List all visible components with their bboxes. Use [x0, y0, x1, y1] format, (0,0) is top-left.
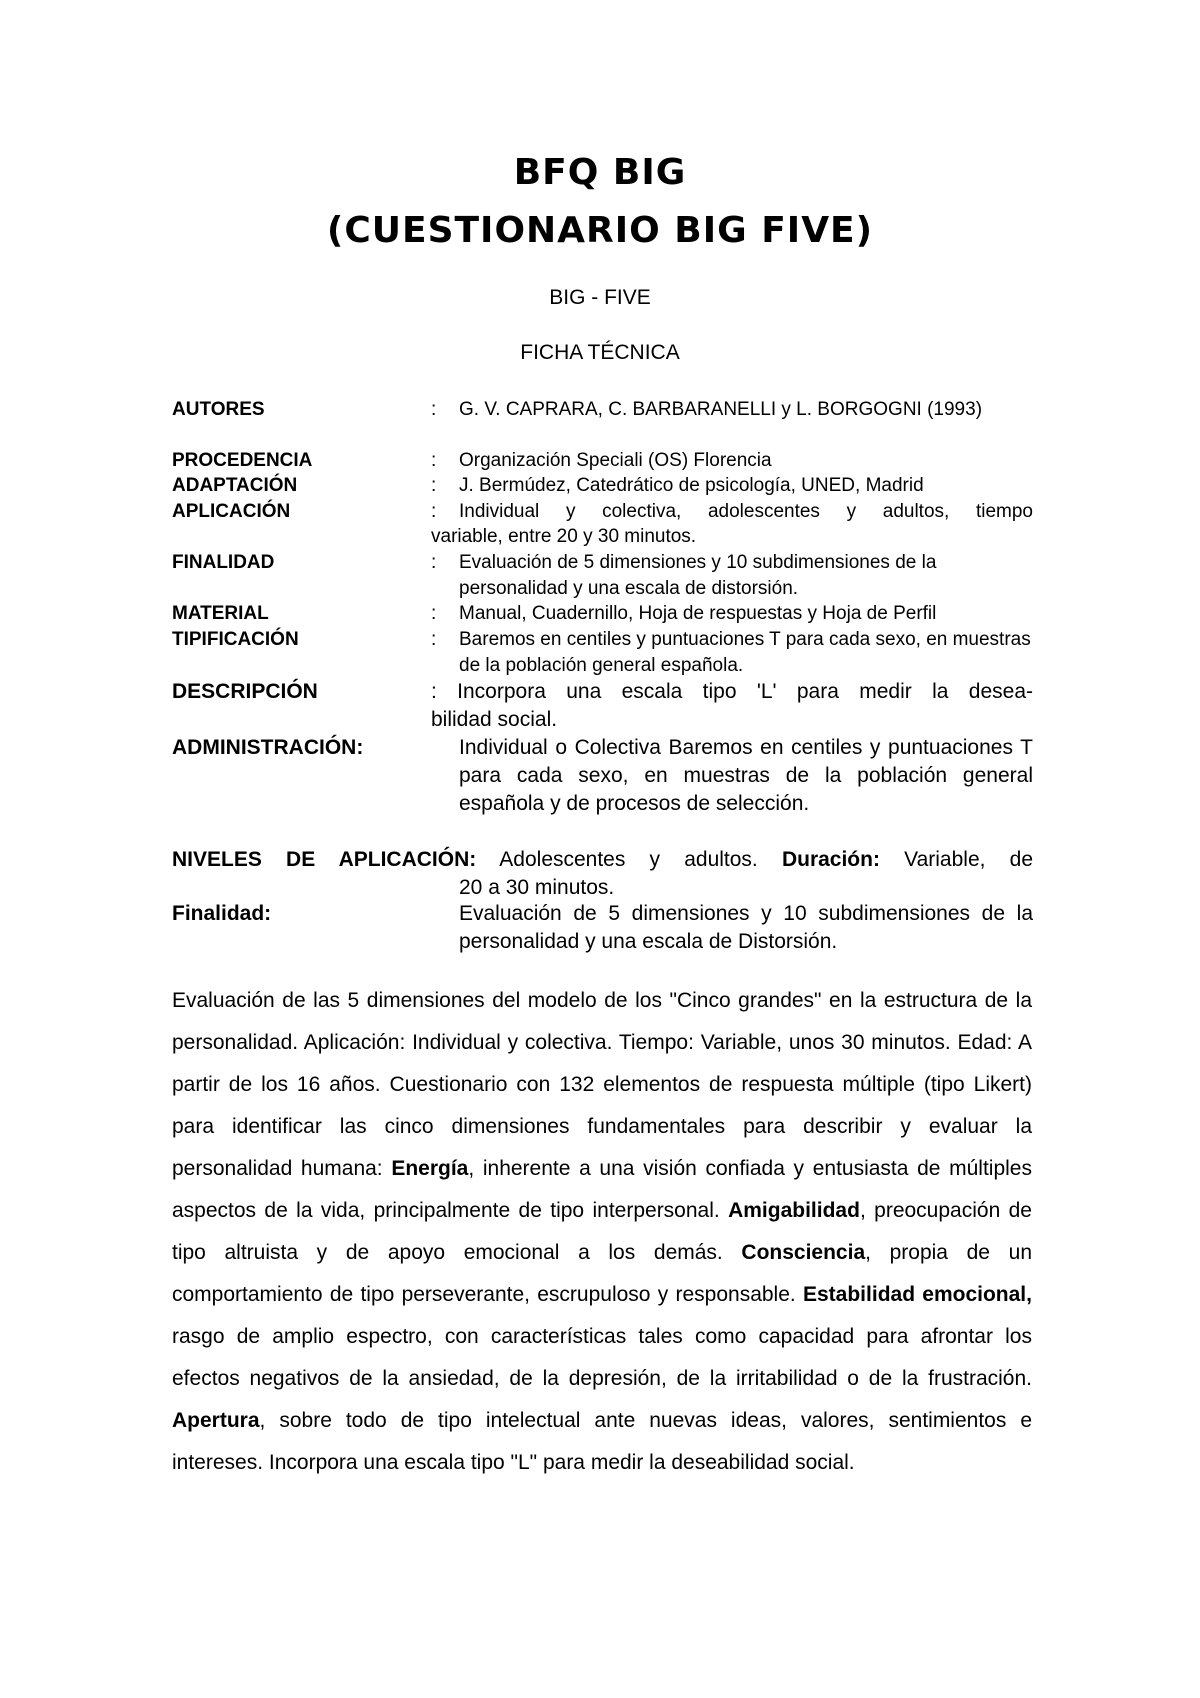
material-value: Manual, Cuadernillo, Hoja de respuestas y Hoja de Perfil	[459, 603, 937, 624]
desc-amigabilidad: , preocupación de tipo altruista y de apoyo emocional a los demás.	[172, 1199, 1032, 1264]
finalidad2-label: Finalidad:	[172, 902, 272, 925]
niveles-value-part2: Variable, de	[879, 848, 1034, 871]
adaptacion-value: J. Bermúdez, Catedrático de psicología, UNED, Madrid	[459, 475, 924, 496]
tipificacion-colon: :	[431, 629, 437, 650]
body-paragraph	[172, 980, 1032, 1484]
desc-apertura: , sobre todo de tipo intelectual ante nuevas ideas, valores, sentimientos e intereses. Incorpora una escala tipo "L" para medir la deseabilidad social.	[172, 1409, 1032, 1474]
section-heading: FICHA TÉCNICA	[520, 341, 680, 364]
term-amigabilidad: Amigabilidad	[728, 1199, 860, 1222]
descripcion-value-line1: : Incorpora una escala tipo 'L' para medir la desea-	[431, 680, 1033, 703]
document-title: BFQ BIG	[513, 152, 687, 193]
body-intro: Evaluación de las 5 dimensiones del modelo de los "Cinco grandes" en la estructura de la personalidad. Aplicación: Individual y colectiva. Tiempo: Variable, unos 30 minutos. Edad: A partir de los 16 años. Cuestionario con 132 elementos de respuesta múltiple (tipo Likert) para identificar las cinco dimensiones fundamentales para describir y evaluar la personalidad humana:	[172, 989, 1032, 1180]
procedencia-value: Organización Speciali (OS) Florencia	[459, 450, 772, 471]
tipificacion-label: TIPIFICACIÓN	[172, 629, 299, 650]
material-colon: :	[431, 603, 437, 624]
document-subtitle-title: (CUESTIONARIO BIG FIVE)	[326, 210, 874, 251]
term-energia: Energía	[391, 1157, 469, 1180]
adaptacion-label: ADAPTACIÓN	[172, 475, 298, 496]
aplicacion-label: APLICACIÓN	[172, 501, 291, 522]
aplicacion-colon: :	[431, 501, 437, 522]
term-consciencia: Consciencia	[741, 1241, 866, 1264]
adaptacion-colon: :	[431, 475, 437, 496]
term-estabilidad: Estabilidad emocional,	[803, 1283, 1032, 1306]
descripcion-value-line2: bilidad social.	[431, 708, 558, 731]
administracion-label: ADMINISTRACIÓN:	[172, 736, 364, 759]
desc-energia: , inherente a una visión confiada y entusiasta de múltiples aspectos de la vida, principalmente de tipo interpersonal.	[172, 1157, 1032, 1222]
niveles-value-line2: 20 a 30 minutos.	[459, 876, 615, 899]
administracion-value: Individual o Colectiva Baremos en centiles y puntuaciones T para cada sexo, en muestras de la población general española y de procesos de selección.	[459, 736, 1033, 815]
autores-value: G. V. CAPRARA, C. BARBARANELLI y L. BORGOGNI (1993)	[459, 399, 983, 420]
term-apertura: Apertura	[172, 1409, 260, 1432]
subtitle: BIG - FIVE	[549, 286, 651, 309]
material-label: MATERIAL	[172, 603, 269, 624]
finalidad-label: FINALIDAD	[172, 552, 275, 573]
procedencia-colon: :	[431, 450, 437, 471]
autores-colon: :	[431, 399, 437, 420]
finalidad2-value: Evaluación de 5 dimensiones y 10 subdimensiones de la personalidad y una escala de Distorsión.	[459, 902, 1033, 953]
finalidad-value: Evaluación de 5 dimensiones y 10 subdimensiones de la personalidad y una escala de distorsión.	[459, 552, 937, 599]
aplicacion-value-line1: Individual y colectiva, adolescentes y adultos, tiempo	[459, 501, 1033, 522]
tipificacion-value: Baremos en centiles y puntuaciones T para cada sexo, en muestras de la población general española.	[459, 629, 1031, 676]
duracion-label: Duración:	[781, 848, 880, 871]
desc-consciencia: , propia de un comportamiento de tipo perseverante, escrupuloso y responsable.	[172, 1241, 1032, 1306]
procedencia-label: PROCEDENCIA	[172, 450, 313, 471]
aplicacion-value-line2: variable, entre 20 y 30 minutos.	[431, 526, 697, 547]
descripcion-label: DESCRIPCIÓN	[172, 680, 318, 703]
niveles-value-part1: Adolescentes y adultos.	[476, 848, 782, 871]
niveles-label: NIVELES DE APLICACIÓN:	[172, 848, 477, 871]
niveles-line	[172, 846, 1033, 874]
desc-estabilidad: rasgo de amplio espectro, con características tales como capacidad para afrontar los efectos negativos de la ansiedad, de la depresión, de la irritabilidad o de la frustración.	[172, 1325, 1032, 1390]
autores-label: AUTORES	[172, 399, 265, 420]
finalidad-colon: :	[431, 552, 437, 573]
